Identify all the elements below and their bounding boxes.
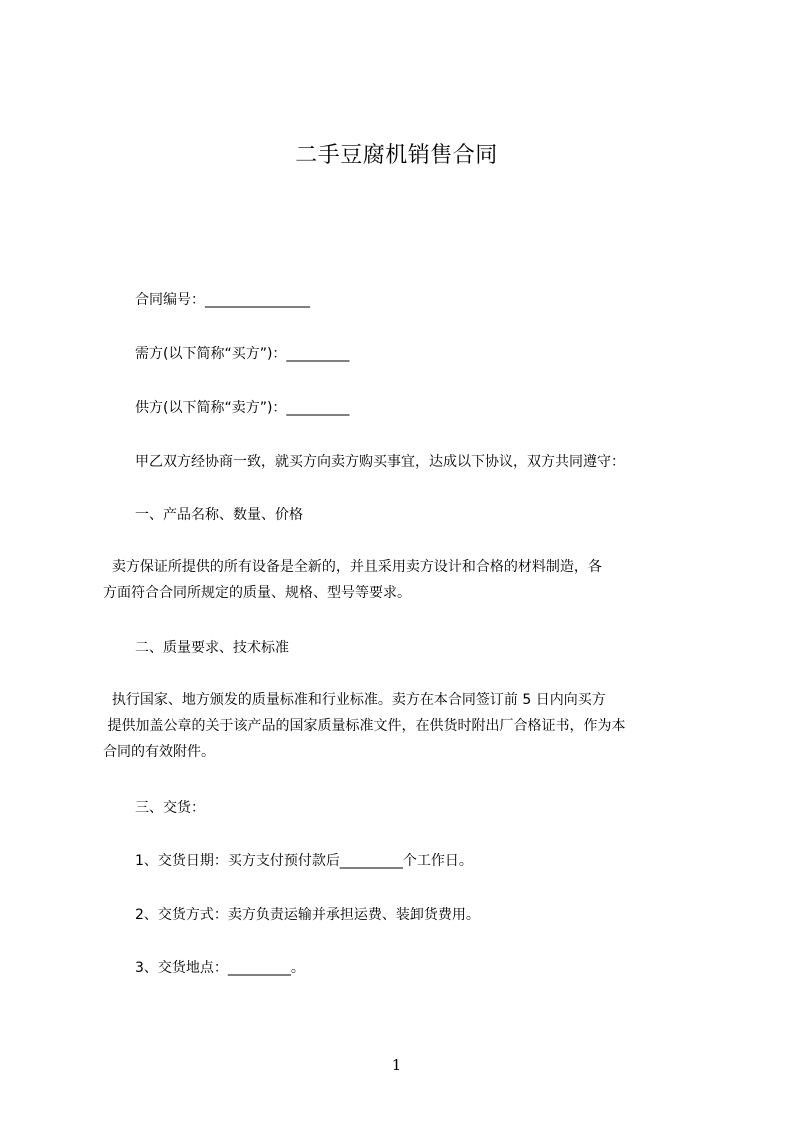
section2-body-line: 提供加盖公章的关于该产品的国家质量标准文件，在供货时附出厂合格证书，作为本 <box>103 718 626 734</box>
delivery-date-line: 1、交货日期：买方支付预付款后_________个工作日。 <box>135 853 473 869</box>
preamble-text: 甲乙双方经协商一致，就买方向卖方购买事宜，达成以下协议，双方共同遵守： <box>135 454 625 470</box>
section2-body-line: 执行国家、地方颁发的质量标准和行业标准。卖方在本合同签订前 5 日内向买方 <box>103 692 606 708</box>
section1-body <box>103 554 703 606</box>
buyer-line: 需方(以下简称“买方”)：_________ <box>135 346 350 362</box>
section2-heading: 二、质量要求、技术标准 <box>135 640 289 656</box>
section3-heading: 三、交货： <box>135 800 205 816</box>
section2-body <box>103 687 703 765</box>
delivery-location-line: 3、交货地点：_________。 <box>135 960 305 976</box>
document-title: 二手豆腐机销售合同 <box>295 143 498 168</box>
section1-heading: 一、产品名称、数量、价格 <box>135 507 303 523</box>
page-number: 1 <box>391 1056 402 1074</box>
section1-body-line: 方面符合合同所规定的质量、规格、型号等要求。 <box>103 585 411 601</box>
section2-body-line: 合同的有效附件。 <box>103 744 215 760</box>
contract-number-line: 合同编号：_______________ <box>135 292 310 308</box>
seller-line: 供方(以下简称“卖方”)：_________ <box>135 400 350 416</box>
section1-body-line: 卖方保证所提供的所有设备是全新的，并且采用卖方设计和合格的材料制造，各 <box>103 559 602 575</box>
delivery-method-line: 2、交货方式：卖方负责运输并承担运费、装卸货费用。 <box>135 907 480 923</box>
